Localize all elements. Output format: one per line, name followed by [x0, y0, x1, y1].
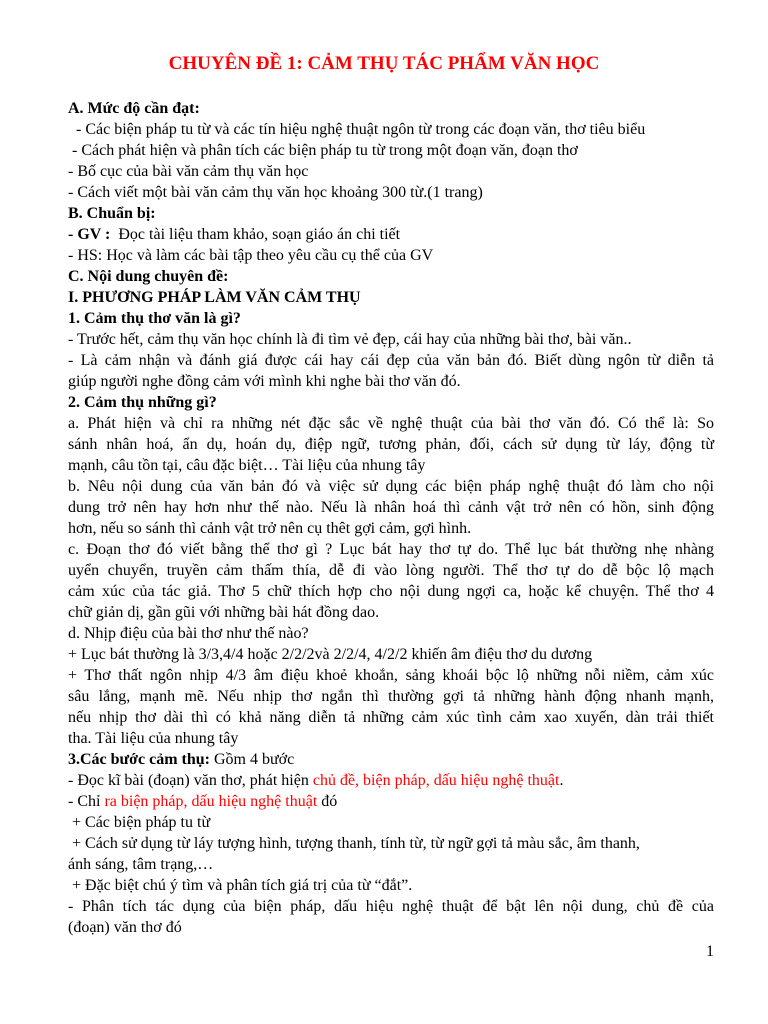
step-1-end: . — [559, 772, 564, 789]
section-a-heading: A. Mức độ cần đạt: — [68, 100, 200, 117]
question-2-line: dung trở nên hay hơn như thế nào. Nếu là nhân hoá thì cảnh vật trở nên có hồn, sinh động — [68, 499, 714, 516]
step-2-text: - Chỉ — [68, 793, 105, 810]
question-2-line: + Lục bát thường là 3/3,4/4 hoặc 2/2/2và 2/2/4, 4/2/2 khiến âm điệu thơ du dương — [68, 646, 593, 663]
step-2-end: đó — [317, 793, 338, 810]
question-1-line: giúp người nghe đồng cảm với mình khi nghe bài thơ văn đó. — [68, 373, 461, 390]
section-a-item: - Các biện pháp tu từ và các tín hiệu nghệ thuật ngôn từ trong các đoạn văn, thơ tiêu biểu — [68, 121, 646, 138]
question-1-heading: 1. Cảm thụ thơ văn là gì? — [68, 310, 241, 327]
section-a-item: - Cách viết một bài văn cảm thụ văn học khoảng 300 từ.(1 trang) — [68, 184, 483, 201]
question-3-heading-rest: Gồm 4 bước — [210, 751, 295, 768]
gv-label: - GV : — [68, 226, 111, 243]
step-1-highlight: chủ đề, biện pháp, dấu hiệu nghệ thuật — [312, 772, 560, 789]
question-2-line: cảm xúc của tác giả. Thơ 5 chữ thích hợp cho nội dung ngợi ca, hoặc kể chuyện. Thể thơ 4 — [68, 583, 714, 600]
step-line: ánh sáng, tâm trạng,… — [68, 856, 214, 873]
section-b-hs-line: - HS: Học và làm các bài tập theo yêu cầu cụ thể của GV — [68, 247, 434, 264]
question-2-line: + Thơ thất ngôn nhịp 4/3 âm điệu khoẻ khoắn, sảng khoái bộc lộ những nỗi niềm, cảm xúc — [68, 667, 714, 684]
question-2-line: chữ giản dị, gần gũi với những bài hát đồng dao. — [68, 604, 380, 621]
gv-text: Đọc tài liệu tham khảo, soạn giáo án chi tiết — [110, 226, 401, 243]
question-2-line: a. Phát hiện và chỉ ra những nét đặc sắc về nghệ thuật của bài thơ văn đó. Có thể là: So — [68, 415, 714, 432]
section-c-heading: C. Nội dung chuyên đề: — [68, 268, 229, 285]
question-3-heading-bold: 3.Các bước cảm thụ: — [68, 751, 210, 768]
step-1-text: - Đọc kĩ bài (đoạn) văn thơ, phát hiện — [68, 772, 313, 789]
section-b-heading: B. Chuẩn bị: — [68, 205, 156, 222]
step-line: + Cách sử dụng từ láy tượng hình, tượng thanh, tính từ, từ ngữ gợi tả màu sắc, âm thanh, — [68, 835, 640, 852]
step-line: (đoạn) văn thơ đó — [68, 919, 182, 936]
question-2-line: tha. Tài liệu của nhung tây — [68, 730, 239, 747]
document-title: CHUYÊN ĐỀ 1: CẢM THỤ TÁC PHẨM VĂN HỌC — [168, 53, 600, 74]
question-2-line: d. Nhịp điệu của bài thơ như thế nào? — [68, 625, 309, 642]
question-3-heading — [68, 749, 714, 770]
question-2-heading: 2. Cảm thụ những gì? — [68, 394, 217, 411]
page-number: 1 — [706, 943, 714, 960]
question-2-line: mạnh, câu tồn tại, câu đặc biệt… Tài liệu của nhung tây — [68, 457, 426, 474]
question-2-line: c. Đoạn thơ đó viết bằng thể thơ gì ? Lục bát hay thơ tự do. Thể lục bát thường nhẹ nhàng — [68, 541, 714, 558]
question-2-line: sánh nhân hoá, ẩn dụ, hoán dụ, điệp ngữ, tương phản, đối, cách sử dụng từ láy, động từ — [68, 436, 714, 453]
step-line — [68, 791, 714, 812]
step-line: + Đặc biệt chú ý tìm và phân tích giá trị của từ “đắt”. — [68, 877, 413, 894]
question-2-line: uyển chuyển, truyền cảm thấm thía, dễ đi vào lòng người. Thể thơ tự do dễ bộc lộ mạch — [68, 562, 714, 579]
question-1-line: - Là cảm nhận và đánh giá được cái hay cái đẹp của văn bản đó. Biết dùng ngôn từ diễn tả — [68, 352, 714, 369]
step-2-highlight: ra biện pháp, dấu hiệu nghệ thuật — [104, 793, 318, 810]
question-2-line: sâu lắng, mạnh mẽ. Nếu nhịp thơ ngắn thì thường gợi tả những hành động nhanh mạnh, — [68, 688, 714, 705]
question-1-line: - Trước hết, cảm thụ văn học chính là đi tìm vẻ đẹp, cái hay của những bài thơ, bài văn.. — [68, 331, 632, 348]
document-body — [68, 98, 714, 938]
question-2-line: nếu nhịp thơ dài thì có khả năng diễn tả những cảm xúc tình cảm xao xuyến, dàn trải thiết — [68, 709, 714, 726]
part-1-heading: I. PHƯƠNG PHÁP LÀM VĂN CẢM THỤ — [68, 289, 361, 306]
question-2-line: b. Nêu nội dung của văn bản đó và việc sử dụng các biện pháp nghệ thuật đó làm cho nội — [68, 478, 714, 495]
section-a-item: - Bố cục của bài văn cảm thụ văn học — [68, 163, 309, 180]
section-b-gv-line — [68, 224, 714, 245]
question-2-line: hơn, nếu so sánh thì cảnh vật trở nên cụ thêt gợi cảm, gợi hình. — [68, 520, 472, 537]
step-line — [68, 770, 714, 791]
step-line: + Các biện pháp tu từ — [68, 814, 211, 831]
step-line: - Phân tích tác dụng của biện pháp, dấu hiệu nghệ thuật để bật lên nội dung, chủ đề của — [68, 898, 714, 915]
section-a-item: - Cách phát hiện và phân tích các biện pháp tu từ trong một đoạn văn, đoạn thơ — [68, 142, 578, 159]
